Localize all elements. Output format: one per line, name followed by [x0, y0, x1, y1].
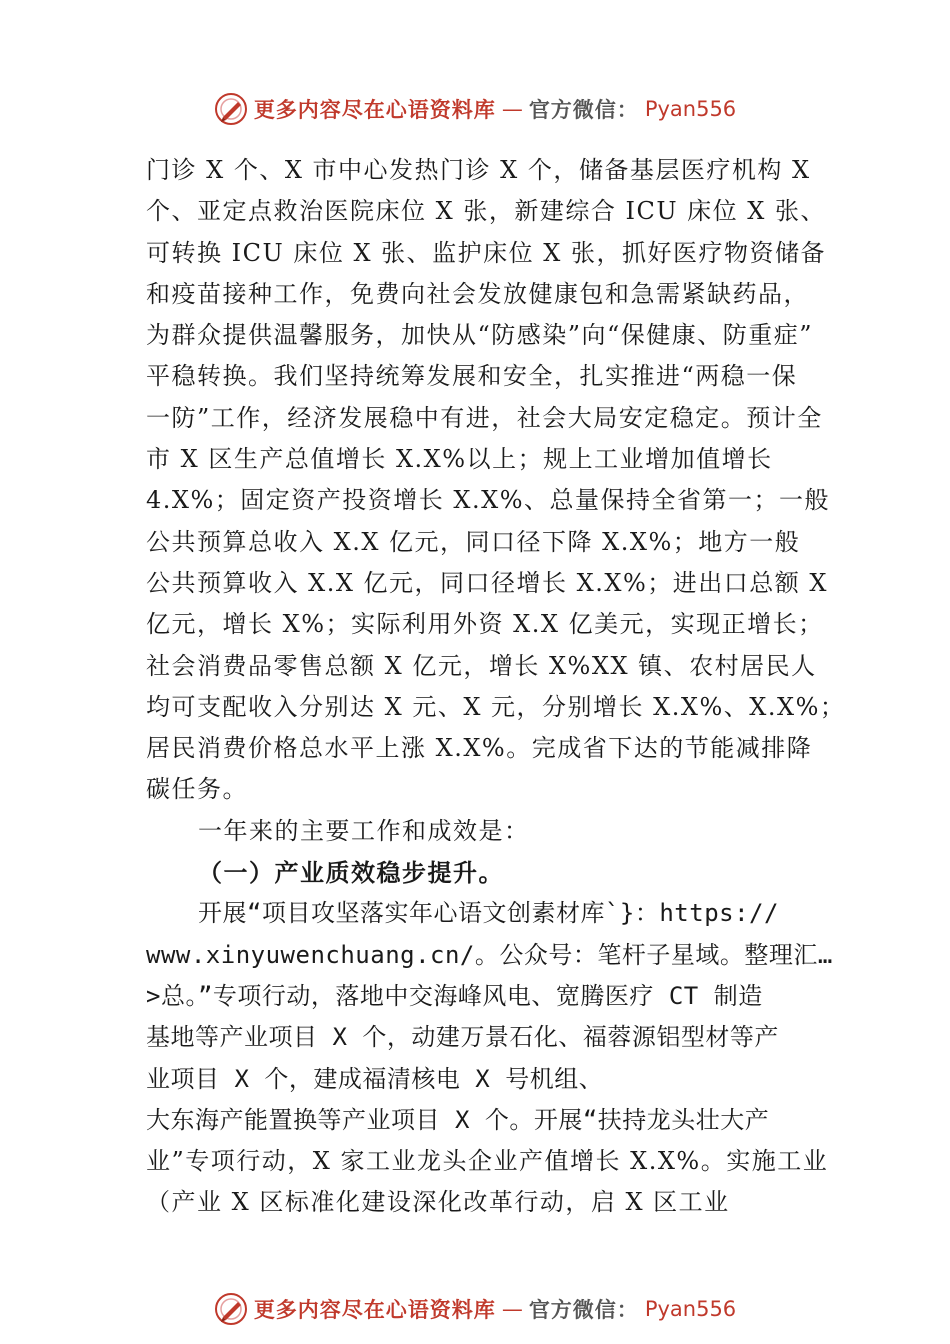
- banner-wechat-id: Pyan556: [644, 97, 737, 121]
- body-line: 居民消费价格总水平上涨 X.X%。完成省下达的节能减排降: [146, 734, 813, 763]
- document-body: [146, 150, 846, 1224]
- section-line: 业项目 X 个，建成福清核电 X 号机组、: [146, 1064, 604, 1093]
- section-line: www.xinyuwenchuang.cn/。公众号：笔杆子星域。整理汇…: [146, 940, 833, 969]
- body-line: 公共预算总收入 X.X 亿元，同口径下降 X.X%；地方一般: [146, 527, 801, 556]
- section-line: 大东海产能置换等产业项目 X 个。开展“扶持龙头壮大产: [146, 1105, 770, 1134]
- body-line: 一防”工作，经济发展稳中有进，社会大局安定稳定。预计全: [146, 403, 823, 432]
- body-line: 市 X 区生产总值增长 X.X%以上；规上工业增加值增长: [146, 445, 773, 474]
- section-line: 业”专项行动，X 家工业龙头企业产值增长 X.X%。实施工业: [146, 1147, 829, 1176]
- body-line: 4.X%；固定资产投资增长 X.X%、总量保持全省第一；一般: [146, 486, 831, 515]
- banner-wechat-label: 官方微信：: [528, 1297, 639, 1322]
- banner-title: 更多内容尽在心语资料库: [253, 97, 496, 122]
- body-line: 可转换 ICU 床位 X 张、监护床位 X 张，抓好医疗物资储备: [146, 238, 827, 267]
- banner-separator: —: [501, 1297, 523, 1321]
- header-banner: [0, 92, 950, 126]
- pen-logo-icon: [214, 1292, 248, 1326]
- body-line: 和疫苗接种工作，免费向社会发放健康包和急需紧缺药品，: [146, 279, 809, 308]
- banner-separator: —: [501, 97, 523, 121]
- body-line: 为群众提供温馨服务，加快从“防感染”向“保健康、防重症”: [146, 321, 814, 350]
- banner-wechat-id: Pyan556: [644, 1297, 737, 1321]
- body-line: 碳任务。: [146, 775, 248, 804]
- pen-logo-icon: [214, 92, 248, 126]
- body-line: 平稳转换。我们坚持统筹发展和安全，扎实推进“两稳一保: [146, 362, 798, 391]
- body-line: 公共预算收入 X.X 亿元，同口径增长 X.X%；进出口总额 X: [146, 568, 829, 597]
- banner-wechat-label: 官方微信：: [528, 97, 639, 122]
- body-line: 门诊 X 个、X 市中心发热门诊 X 个，储备基层医疗机构 X: [146, 156, 811, 184]
- section-line: 基地等产业项目 X 个，动建万景石化、福蓉源铝型材等产: [146, 1023, 779, 1052]
- section-line: >总。”专项行动，落地中交海峰风电、宽腾医疗 CT 制造: [146, 981, 763, 1010]
- banner-title: 更多内容尽在心语资料库: [253, 1297, 496, 1322]
- section-line: 开展“项目攻坚落实年心语文创素材库`}：https://: [198, 899, 779, 928]
- body-line: 均可支配收入分别达 X 元、X 元，分别增长 X.X%、X.X%；: [146, 692, 846, 721]
- footer-banner: [0, 1292, 950, 1326]
- body-line: 亿元，增长 X%；实际利用外资 X.X 亿美元，实现正增长；: [146, 610, 824, 639]
- section-line: （产业 X 区标准化建设深化改革行动，启 X 区工业: [146, 1188, 730, 1217]
- body-line: 社会消费品零售总额 X 亿元，增长 X%XX 镇、农村居民人: [146, 651, 817, 680]
- body-line: 个、亚定点救治医院床位 X 张，新建综合 ICU 床位 X 张、: [146, 197, 827, 226]
- section-heading: （一）产业质效稳步提升。: [198, 858, 504, 888]
- intro-paragraph: 一年来的主要工作和成效是：: [198, 816, 530, 845]
